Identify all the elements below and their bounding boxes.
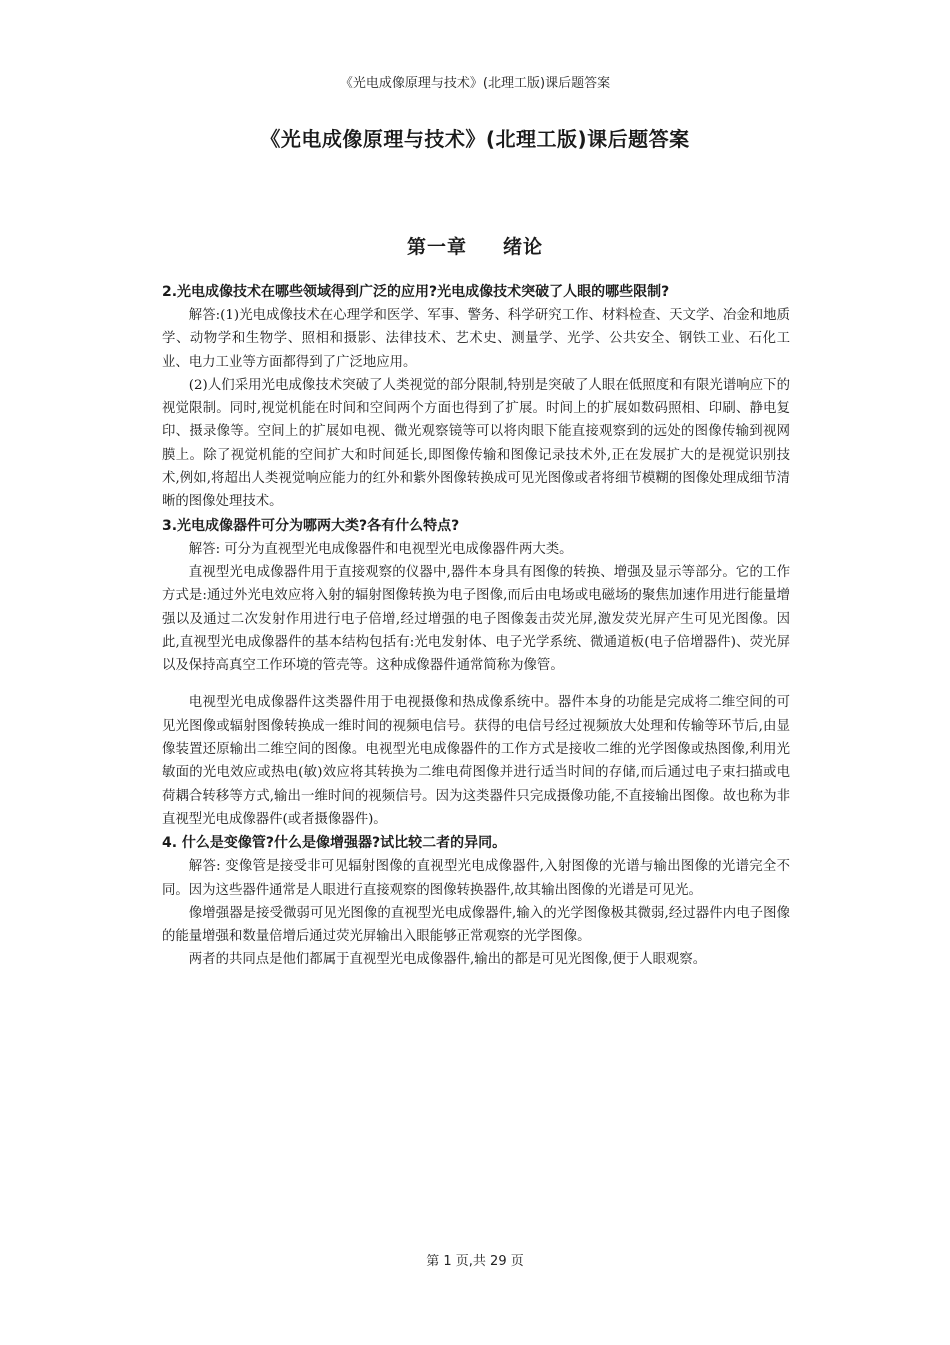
answer-paragraph: 解答:(1)光电成像技术在心理学和医学、军事、警务、科学研究工作、材料检查、天文学、冶金和地质学、动物学和生物学、照相和摄影、法律技术、艺术史、测量学、光学、公共安全、钢铁工业、石化工业、电力工业等方面都得到了广泛地应用。: [162, 308, 790, 370]
running-header: 《光电成像原理与技术》(北理工版)课后题答案: [339, 76, 611, 91]
document-title: 《光电成像原理与技术》(北理工版)课后题答案: [260, 127, 690, 151]
chapter-heading: [0, 232, 950, 259]
chapter-number: 第一章: [406, 236, 467, 258]
question-heading: 4. 什么是变像管?什么是像增强器?试比较二者的异同。: [162, 835, 507, 852]
chapter-name: 绪论: [503, 236, 544, 258]
answer-paragraph: (2)人们采用光电成像技术突破了人类视觉的部分限制,特别是突破了人眼在低照度和有限光谱响应下的视觉限制。同时,视觉机能在时间和空间两个方面也得到了扩展。时间上的扩展如数码照相、印刷、静电复印、摄录像等。空间上的扩展如电视、微光观察镜等可以将肉眼下能直接观察到的远处的图像传输到视网膜上。除了视觉机能的空间扩大和时间延长,即图像传输和图像记录技术外,正在发展扩大的是视觉识别技术,例如,将超出人类视觉响应能力的红外和紫外图像转换成可见光图像或者将细节模糊的图像处理成细节清晰的图像处理技术。: [162, 377, 790, 510]
question-heading: 2.光电成像技术在哪些领域得到广泛的应用?光电成像技术突破了人眼的哪些限制?: [162, 284, 670, 300]
answer-paragraph: 直视型光电成像器件用于直接观察的仪器中,器件本身具有图像的转换、增强及显示等部分。它的工作方式是:通过外光电效应将入射的辐射图像转换为电子图像,而后由电场或电磁场的聚焦加速作用进行能量增强以及通过二次发射作用进行电子倍增,经过增强的电子图像轰击荧光屏,激发荧光屏产生可见光图像。因此,直视型光电成像器件的基本结构包括有:光电发射体、电子光学系统、微通道板(电子倍增器件)、荧光屏以及保持高真空工作环境的管壳等。这种成像器件通常简称为像管。: [162, 564, 790, 674]
answer-paragraph: 两者的共同点是他们都属于直视型光电成像器件,输出的都是可见光图像,便于人眼观察。: [188, 952, 707, 968]
answer-paragraph: 像增强器是接受微弱可见光图像的直视型光电成像器件,输入的光学图像极其微弱,经过器件内电子图像的能量增强和数量倍增后通过荧光屏输出入眼能够正常观察的光学图像。: [162, 905, 790, 945]
page-number-footer: 第 1 页,共 29 页: [426, 1254, 524, 1269]
document-body: [162, 280, 790, 972]
answer-paragraph: 解答: 可分为直视型光电成像器件和电视型光电成像器件两大类。: [188, 541, 573, 557]
answer-paragraph: 解答: 变像管是接受非可见辐射图像的直视型光电成像器件,入射图像的光谱与输出图像的光谱完全不同。因为这些器件通常是人眼进行直接观察的图像转换器件,故其输出图像的光谱是可见光。: [162, 859, 790, 898]
question-heading: 3.光电成像器件可分为哪两大类?各有什么特点?: [162, 517, 460, 534]
answer-paragraph: 电视型光电成像器件这类器件用于电视摄像和热成像系统中。器件本身的功能是完成将二维空间的可见光图像或辐射图像转换成一维时间的视频电信号。获得的电信号经过视频放大处理和传输等环节后,由显像装置还原输出二维空间的图像。电视型光电成像器件的工作方式是接收二维的光学图像或热图像,利用光敏面的光电效应或热电(敏)效应将其转换为二维电荷图像并进行适当时间的存储,而后通过电子束扫描或电荷耦合转移等方式,输出一维时间的视频信号。因为这类器件只完成摄像功能,不直接输出图像。故也称为非直视型光电成像器件(或者摄像器件)。: [162, 695, 790, 827]
